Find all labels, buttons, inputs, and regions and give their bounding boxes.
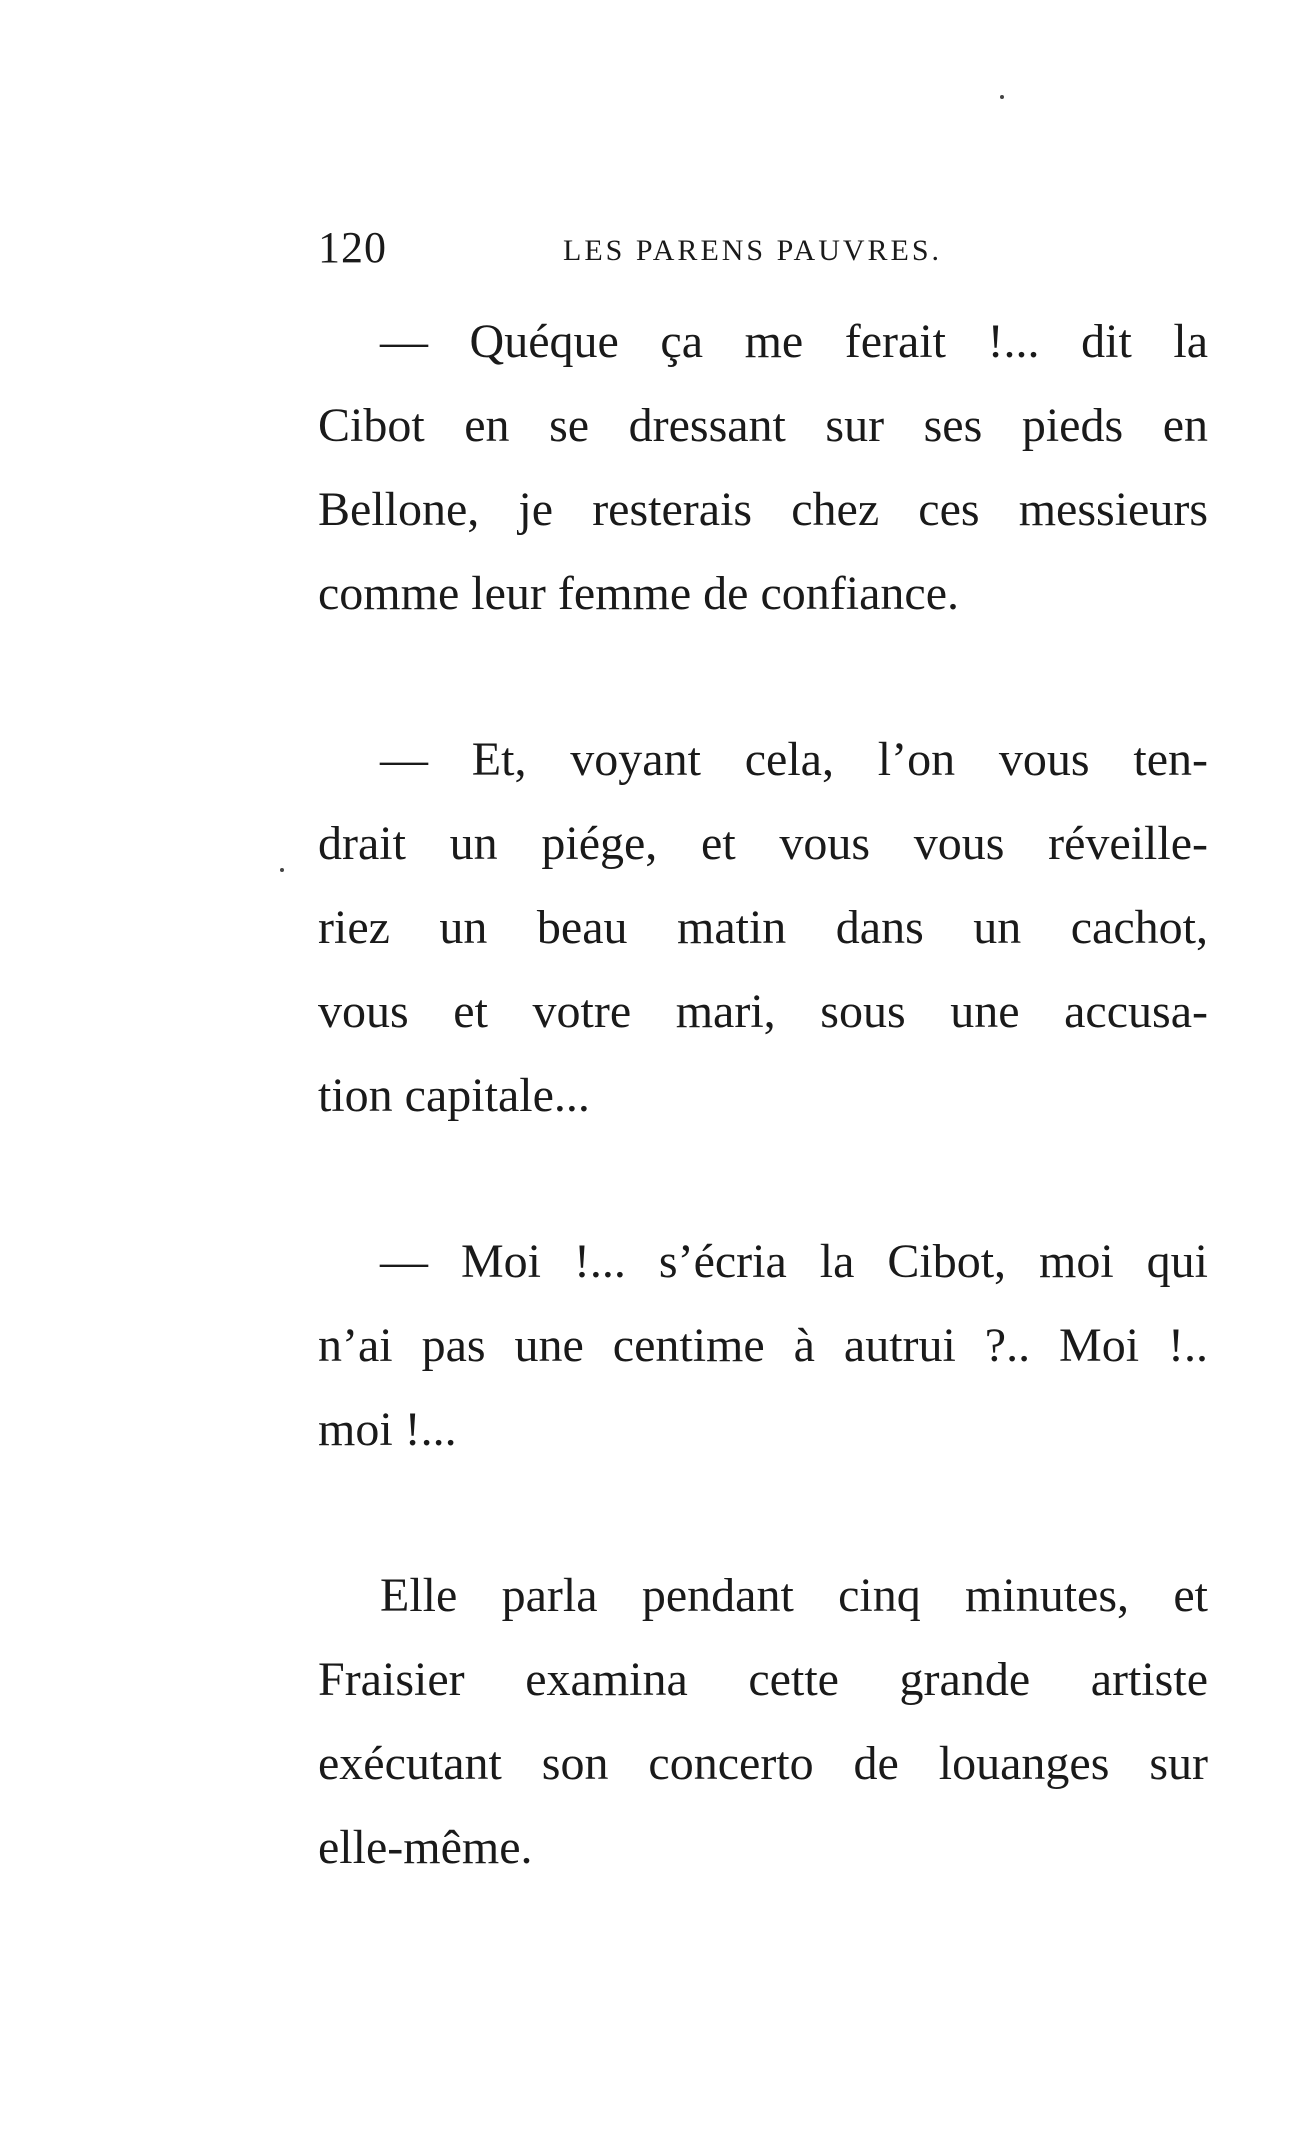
- running-title: LES PARENS PAUVRES.: [563, 234, 943, 267]
- text-line: n’ai pas une centime à autrui ?.. Moi !..: [318, 1319, 1208, 1372]
- text-line: Fraisier examina cette grande artiste: [318, 1653, 1208, 1706]
- paragraph-4: [318, 1554, 1208, 1890]
- text-line: elle-même.: [318, 1821, 533, 1874]
- text-line: — Quéque ça me ferait !... dit la: [380, 315, 1208, 368]
- text-line: Bellone, je resterais chez ces messieurs: [318, 483, 1208, 536]
- text-line: comme leur femme de confiance.: [318, 567, 960, 620]
- text-line: — Et, voyant cela, l’on vous ten-: [380, 733, 1208, 786]
- paragraph-3: [318, 1220, 1208, 1472]
- body-text: [318, 300, 1208, 1972]
- page-number: 120: [318, 223, 387, 272]
- paragraph-2: [318, 718, 1208, 1138]
- text-line: tion capitale...: [318, 1069, 590, 1122]
- paper-speck: [1000, 95, 1004, 99]
- text-line: drait un piége, et vous vous réveille-: [318, 817, 1208, 870]
- text-line: vous et votre mari, sous une accusa-: [318, 985, 1208, 1038]
- text-line: riez un beau matin dans un cachot,: [318, 901, 1208, 954]
- paper-speck: [280, 868, 284, 872]
- text-line: Elle parla pendant cinq minutes, et: [380, 1569, 1208, 1622]
- paragraph-1: [318, 300, 1208, 636]
- text-line: exécutant son concerto de louanges sur: [318, 1737, 1208, 1790]
- page-header: [318, 222, 998, 272]
- text-line: Cibot en se dressant sur ses pieds en: [318, 399, 1208, 452]
- text-line: moi !...: [318, 1403, 457, 1456]
- text-line: — Moi !... s’écria la Cibot, moi qui: [380, 1235, 1208, 1288]
